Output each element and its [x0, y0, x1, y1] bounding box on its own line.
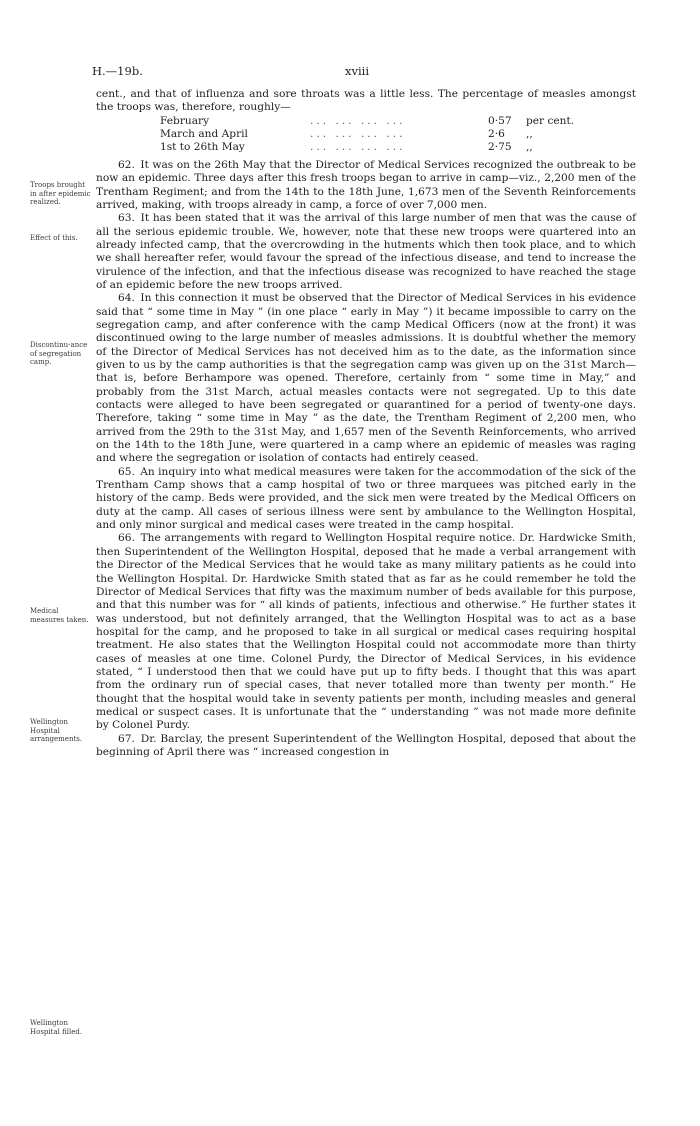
- paragraph-number: 64.: [118, 292, 135, 305]
- paragraph-62: [96, 159, 636, 212]
- sidenote-medical-measures: Medical measures taken.: [30, 607, 89, 624]
- row-unit: ,,: [526, 141, 533, 154]
- intro-paragraph: cent., and that of influenza and sore throats was a little less. The percentage of measles amongst the troops was, therefore, roughly—: [96, 88, 636, 114]
- page-header: [0, 64, 700, 78]
- sidenote-effect: Effect of this.: [30, 234, 78, 242]
- body-text: [96, 88, 636, 759]
- paragraph-number: 62.: [118, 158, 135, 171]
- document-reference: H.—19b.: [92, 64, 143, 78]
- row-label: 1st to 26th May: [160, 141, 245, 154]
- paragraph-text: The arrangements with regard to Wellington Hospital require notice. Dr. Hardwicke Smith, then Superintendent of the Wellington Hospital, deposed that he made a verbal arrangement with the Director of the Medical Services that he would take as many military patients as he could into the Wellington Hospital. Dr. Hardwicke Smith stated that as far as he could remember he told the Director of Medical Services that fifty was the maximum number of beds available for this purpose, and that this number was for “ all kinds of patients, infectious and otherwise.” He further states it was understood, but not definitely arranged, that the Wellington Hospital was to act as a base hospital for the camp, and he proposed to take in all surgical or medical cases requiring hospital treatment. He also states that the Wellington Hospital could not accommodate more than thirty cases of measles at one time. Colonel Purdy, the Director of Medical Services, in his evidence stated, “ I understood then that we could have put up to fifty beds. I thought that this was apart from the ordinary run of special cases, that never totalled more than twenty per month.” He thought that the hospital would take in seventy patients per month, including measles and general medical or suspect cases. It is unfortunate that the “ understanding ” was not made more definite by Colonel Purdy.: [96, 532, 636, 732]
- paragraph-number: 63.: [118, 212, 135, 225]
- leader-dots: ... ... ... ...: [310, 128, 406, 141]
- row-unit: ,,: [526, 128, 533, 141]
- paragraph-66: [96, 532, 636, 732]
- page-number: xviii: [345, 64, 370, 78]
- paragraph-63: [96, 212, 636, 292]
- paragraph-text: An inquiry into what medical measures were taken for the accommodation of the sick of the Trentham Camp shows that a camp hospital of two or three marquees was pitched early in the history of the camp. Beds were provided, and the sick men were treated by the Medical Officers on duty at the camp. All cases of serious illness were sent by ambulance to the Wellington Hospital, and only minor surgical and medical cases were treated in the camp hospital.: [96, 465, 636, 532]
- paragraph-number: 65.: [118, 465, 135, 478]
- paragraph-number: 67.: [118, 732, 135, 745]
- row-value: 2·75: [488, 141, 512, 154]
- paragraph-64: [96, 292, 636, 465]
- paragraph-number: 66.: [118, 532, 135, 545]
- paragraph-text: It has been stated that it was the arrival of this large number of men that was the cause of all the serious epidemic trouble. We, however, note that these new troops were quartered into an already infected camp, that the overcrowding in the hutments which then took place, and to which we shall hereafter refer, would favour the spread of the infectious disease, and tend to increase the virulence of the infection, and that the infectious disease was recognized to have reached the stage of an epidemic before the new troops arrived.: [96, 212, 636, 291]
- leader-dots: ... ... ... ...: [310, 141, 406, 154]
- sidenote-segregation-camp: Discontinu-ance of segregation camp.: [30, 341, 88, 366]
- sidenote-hospital-filled: Wellington Hospital filled.: [30, 1019, 83, 1036]
- row-value: 0·57: [488, 114, 512, 127]
- row-label: February: [160, 114, 210, 127]
- row-unit: per cent.: [526, 114, 575, 127]
- measles-percentage-table: [160, 115, 636, 155]
- table-row: [160, 115, 636, 128]
- table-row: [160, 128, 636, 141]
- table-row: [160, 141, 636, 154]
- leader-dots: ... ... ... ...: [310, 114, 406, 127]
- paragraph-text: It was on the 26th May that the Director of Medical Services recognized the outbreak to be now an epidemic. Three days after this fresh troops began to arrive in camp—viz., 2,200 men of the Trentham Regiment; and from the 14th to the 18th June, 1,673 men of the Seventh Reinforcements arrived, making, with troops already in camp, a force of over 7,000 men.: [96, 158, 637, 211]
- sidenote-troops-brought-in: Troops brought in after epidemic realized.: [30, 181, 91, 206]
- paragraph-67: [96, 733, 636, 760]
- row-label: March and April: [160, 128, 248, 141]
- row-value: 2·6: [488, 128, 505, 141]
- paragraph-65: [96, 466, 636, 533]
- sidenote-hospital-arrangements: Wellington Hospital arrangements.: [30, 718, 83, 743]
- paragraph-text: In this connection it must be observed that the Director of Medical Services in his evidence said that “ some time in May ” (in one place “ early in May ”) it became impossible to carry on the segregation camp, and after conference with the camp Medical Officers (now at the front) it was discontinued owing to the large number of measles admissions. It is doubtful whether the memory of the Director of Medical Services has not deceived him as to the date, as the information since given to us by the camp authorities is that the segregation camp was given up on the 31st March—that is, before Berhampore was opened. Therefore, certainly from “ some time in May,” and probably from the 31st March, actual measles contacts were not segregated. Up to this date contacts were alleged to have been segregated or quarantined for a period of twenty-one days. Therefore, taking “ some time in May ” as the date, the Trentham Regiment of 2,200 men, who arrived from the 29th to the 31st May, and 1,657 men of the Seventh Reinforcements, who arrived on the 14th to the 18th June, were quartered in a camp where an epidemic of measles was raging and where the segregation or isolation of contacts had entirely ceased.: [96, 292, 636, 465]
- paragraph-text: Dr. Barclay, the present Superintendent of the Wellington Hospital, deposed that about the beginning of April there was “ increased congestion in: [96, 732, 636, 758]
